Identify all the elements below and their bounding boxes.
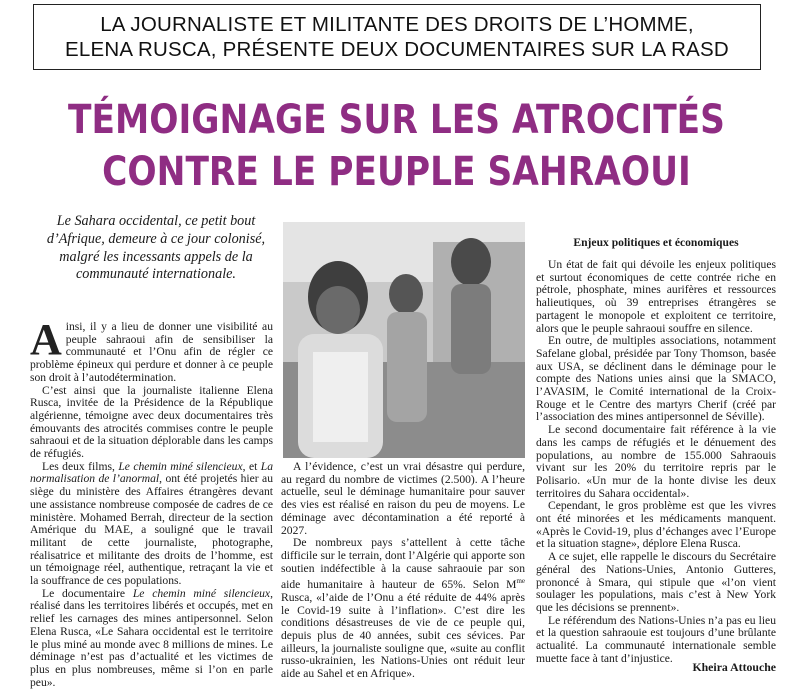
author-byline: Kheira Attouche	[692, 660, 776, 674]
paragraph: Les deux films, Le chemin miné silencieux, et La normalisation de l’anormal, ont été projetés hier au siège du ministère des Affaires étrangères devant une assistance nombreuse composée de cadres de ce ministère. Mohamed Berrah, directeur de la section Amérique du MAE, a souligné que le travail militant de cette journaliste, photographe, réalisatrice et militante des droits de l’homme, est un témoignage réel, authentique, retraçant la vie et la souffrance de ces populations.	[30, 459, 273, 588]
kicker-box	[33, 4, 761, 70]
paragraph: Ainsi, il y a lieu de donner une visibilité au peuple sahraoui afin de sensibiliser la communauté et l’Onu afin de régler ce problème épineux qui perdure et donner à ce peuple son droit à l’autodétermination.	[30, 315, 273, 384]
paragraph: Le documentaire Le chemin miné silencieux, réalisé dans les territoires libérés et occupés, met en relief les carnages des mines antipersonnel. Selon Elena Rusca, «Le Sahara occidental est le territoire le plus miné au monde avec 8 millions de mines. Le déminage n’est pas d’actualité et les victimes de plus en plus nombreuses, même si l’on en parle peu».	[30, 586, 273, 689]
lead-paragraph: Le Sahara occidental, ce petit bout d’Afrique, demeure à ce jour colonisé, malgré les incessants appels de la communauté internationale.	[46, 213, 266, 283]
paragraph: C’est ainsi que la journaliste italienne Elena Rusca, invitée de la Présidence de la République algérienne, témoigne avec deux documentaires très émouvants des atrocités commises contre le peuple sahraoui et de la situation déplorable dans les camps de réfugiés.	[30, 383, 273, 461]
kicker-line-2: ELENA RUSCA, PRÉSENTE DEUX DOCUMENTAIRES SUR LA RASD	[65, 38, 729, 61]
article-column-3	[536, 259, 776, 666]
section-subhead: Enjeux politiques et économiques	[573, 236, 739, 249]
paragraph: Cependant, le gros problème est que les vivres ont été minorées et les médicaments manquent. «Après le Covid-19, plus d’échanges avec l’Europe et la situation stagne», déplore Elena Rusca.	[536, 499, 776, 551]
children-photo-illustration	[283, 222, 525, 458]
paragraph: Le référendum des Nations-Unies n’a pas eu lieu et la question sahraouie est toujours d’une brûlante actualité. La communauté internationale semble muette face à tant d’injustice.	[536, 613, 776, 665]
paragraph: Le second documentaire fait référence à la vie dans les camps de réfugiés et le dénuement des populations, au nombre de 155.000 Sahraouis vivant sur les 20% du territoire repris par le Polisario. «Un mur de la honte divise les deux territoires du Sahara occidental».	[536, 423, 776, 500]
film-title: La normalisation de l’anormal	[30, 459, 273, 486]
film-title: Le chemin miné silencieux	[132, 586, 271, 600]
film-title: Le chemin miné silencieux	[118, 459, 243, 473]
kicker-line-1: LA JOURNALISTE ET MILITANTE DES DROITS DE L’HOMME,	[100, 13, 694, 36]
article-photo	[283, 222, 525, 458]
article-column-2	[281, 461, 525, 681]
paragraph: A l’évidence, c’est un vrai désastre qui perdure, au regard du nombre de victimes (2.500). A l’heure actuelle, seul le déminage humanitaire pour sauver des vies est réalisé en raison du peu de moyens. Le déminage avec décontamination a été reporté à 2027.	[281, 460, 525, 537]
headline-line-2: CONTRE LE PEUPLE SAHRAOUI	[102, 149, 691, 195]
paragraph: Un état de fait qui dévoile les enjeux politiques et surtout économiques de cette contrée riche en pétrole, phosphate, mines aurifères et ressources halieutiques, où 39 entreprises étrangères se partagent le monopole et exploitent ce territoire, alors que le peuple sahraoui souffre en silence.	[536, 258, 776, 335]
paragraph: En outre, de multiples associations, notamment Safelane global, présidée par Tony Thomson, basée aux USA, se déclinent dans le déminage pour le compte des Nations unies ainsi que la SMACO, l’AVASIM, le Comité international de la Croix-Rouge et le Centre des martyrs Cherif (créé par l’association des mines antipersonnel de Séville).	[536, 334, 776, 424]
paragraph: A ce sujet, elle rappelle le discours du Secrétaire général des Nations-Unies, Antonio Gutteres, prononcé à Smara, qui stipule que «l’on vient soulager les populations, mais c’est à New York que les décisions se prennent».	[536, 550, 776, 614]
paragraph: De nombreux pays s’attellent à cette tâche difficile sur le terrain, dont l’Algérie qui apporte son soutien indéfectible à la cause sahraouie par son aide humanitaire à hauteur de 65%. Selon $M^{me}$ Rusca, «l’aide de l’Onu a été réduite de 44% après le Covid-19 suite à l’inflation». C’est dire les conditions désastreuses de vie de ce peuple qui, depuis plus de 40 années, subit ces sévices. Par ailleurs, la journaliste souligne que, «suite au conflit russo-ukrainien, les Nations-Unies ont réduit leur aide au Sahel et en Afrique».	[281, 536, 525, 681]
drop-cap: A	[30, 315, 62, 364]
article-column-1	[30, 315, 273, 689]
headline-line-1: TÉMOIGNAGE SUR LES ATROCITÉS	[68, 97, 725, 143]
headline	[56, 94, 738, 198]
